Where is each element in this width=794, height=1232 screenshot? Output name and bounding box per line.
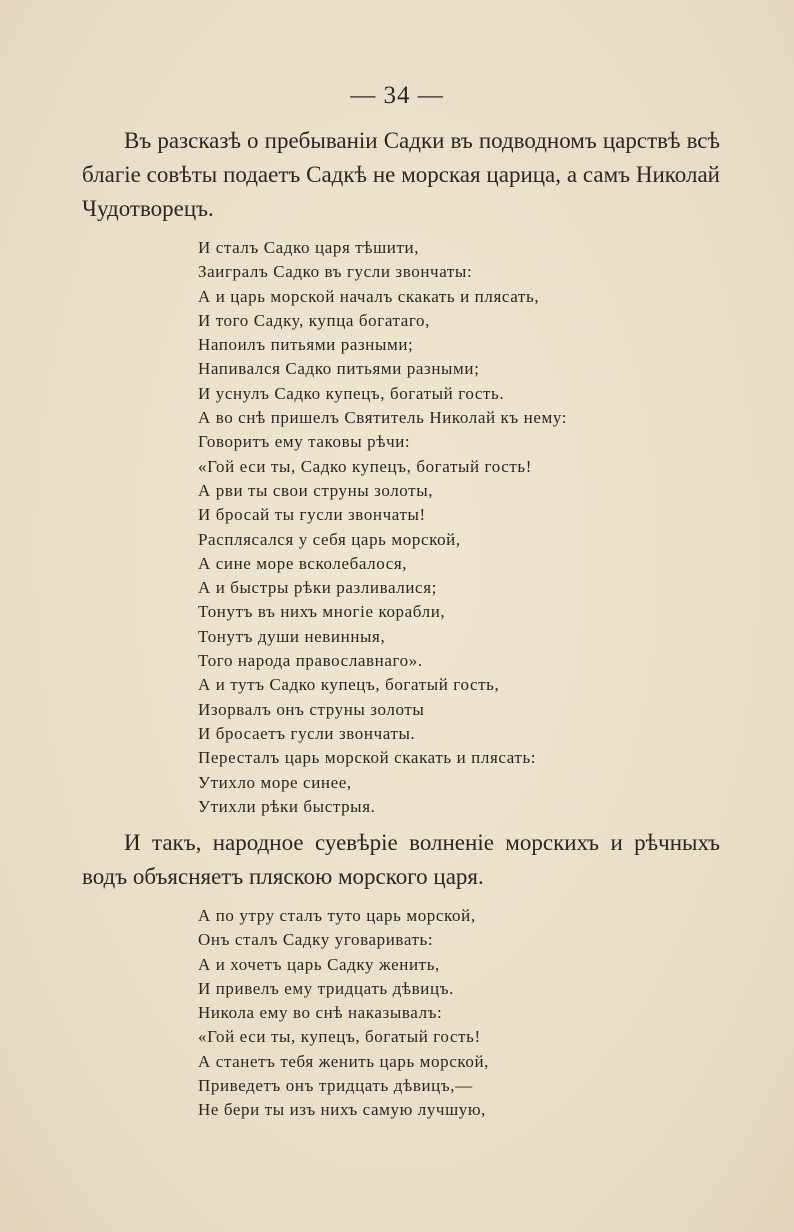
verse-line: А и тутъ Садко купецъ, богатый гость, bbox=[198, 675, 500, 695]
verse-line: Утихли рѣки быстрыя. bbox=[198, 796, 376, 816]
verse-line: Не бери ты изъ нихъ самую лучшую, bbox=[198, 1100, 487, 1120]
verse-line: Онъ сталъ Садку уговаривать: bbox=[198, 930, 434, 950]
verse-block-2 bbox=[198, 904, 758, 1123]
verse-block-1 bbox=[198, 236, 758, 819]
verse-line: Утихло море синее, bbox=[198, 772, 352, 792]
prose-paragraph-2 bbox=[82, 826, 720, 894]
verse-line: Приведетъ онъ тридцать дѣвицъ,— bbox=[198, 1076, 473, 1096]
verse-line: Заигралъ Садко въ гусли звончаты: bbox=[198, 262, 473, 282]
verse-line: Напоилъ питьями разными; bbox=[198, 335, 414, 355]
verse-line: Тонутъ души невинныя, bbox=[198, 626, 386, 646]
verse-line: А по утру сталъ туто царь морской, bbox=[198, 906, 476, 925]
verse-line: Никола ему во снѣ наказывалъ: bbox=[198, 1003, 443, 1023]
verse-line: А во снѣ пришелъ Святитель Николай къ нему: bbox=[198, 408, 568, 428]
verse-line: Говоритъ ему таковы рѣчи: bbox=[198, 432, 411, 452]
verse-line: Пересталъ царь морской скакать и плясать: bbox=[198, 748, 537, 768]
page-number: — 34 — bbox=[350, 82, 444, 109]
verse-line: «Гой еси ты, купецъ, богатый гость! bbox=[198, 1027, 481, 1047]
verse-line: А рви ты свои струны золоты, bbox=[198, 480, 434, 500]
verse-line: Изорвалъ онъ струны золоты bbox=[198, 699, 425, 719]
verse-line: И бросаетъ гусли звончаты. bbox=[198, 723, 416, 743]
verse-line: Того народа православнаго». bbox=[198, 651, 423, 671]
prose-paragraph-2-text: И такъ, народное суевѣріе волненіе морскихъ и рѣчныхъ водъ объясняетъ пляскою морского царя. bbox=[82, 830, 720, 889]
verse-line: А и царь морской началъ скакать и плясать, bbox=[198, 286, 540, 306]
prose-paragraph-1-text: Въ разсказѣ о пребываніи Садки въ подводномъ царствѣ всѣ благіе совѣты подаетъ Садкѣ не морская царица, а самъ Николай Чудотворецъ. bbox=[82, 128, 720, 221]
verse-line: А и хочетъ царь Садку женить, bbox=[198, 954, 440, 974]
verse-line: Тонутъ въ нихъ многіе корабли, bbox=[198, 602, 446, 622]
verse-line: А сине море всколебалося, bbox=[198, 553, 408, 573]
verse-line: И уснулъ Садко купецъ, богатый гость. bbox=[198, 383, 505, 403]
verse-line: И бросай ты гусли звончаты! bbox=[198, 505, 426, 525]
verse-line: А и быстры рѣки разливалися; bbox=[198, 578, 437, 598]
verse-line: А станетъ тебя женить царь морской, bbox=[198, 1051, 490, 1071]
verse-line: И того Садку, купца богатаго, bbox=[198, 310, 430, 330]
verse-line: И привелъ ему тридцать дѣвицъ. bbox=[198, 978, 454, 998]
verse-line: Напивался Садко питьями разными; bbox=[198, 359, 480, 379]
verse-line: И сталъ Садко царя тѣшити, bbox=[198, 238, 420, 257]
verse-line: «Гой еси ты, Садко купецъ, богатый гость! bbox=[198, 456, 533, 476]
verse-line: Расплясался у себя царь морской, bbox=[198, 529, 461, 549]
prose-paragraph-1 bbox=[82, 124, 720, 226]
